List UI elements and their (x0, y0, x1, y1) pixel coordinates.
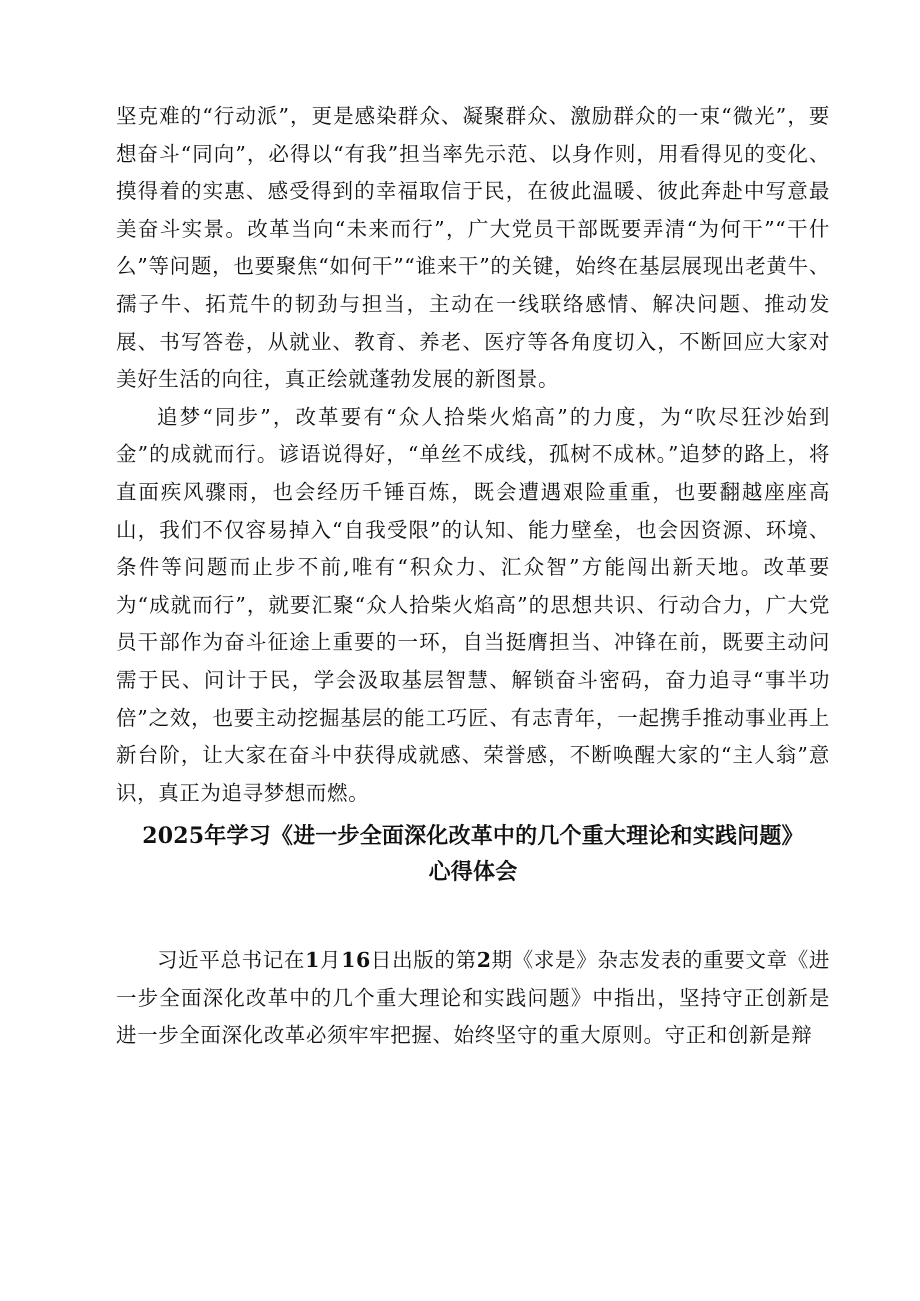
intro-day: 16 (341, 948, 371, 973)
paragraph-pursuit: 追梦“同步”，改革要有“众人拾柴火焰高”的力度，为“吹尽狂沙始到金”的成就而行。谚语说得好，“单丝不成线，孤树不成林。”追梦的路上，将直面疾风骤雨，也会经历千锤百炼，既会遭遇艰险重重，也要翻越座座高山，我们不仅容易掉入“自我受限”的认知、能力壁垒，也会因资源、环境、条件等问题而止步不前,唯有“积众力、汇众智”方能闯出新天地。改革要为“成就而行”，就要汇聚“众人拾柴火焰高”的思想共识、行动合力，广大党员干部作为奋斗征途上重要的一环，自当挺膺担当、冲锋在前，既要主动问需于民、问计于民，学会汲取基层智慧、解锁奋斗密码，奋力追寻“事半功倍”之效，也要主动挖掘基层的能工巧匠、有志青年，一起携手推动事业再上新台阶，让大家在奋斗中获得成就感、荣誉感，不断唤醒大家的“主人翁”意识，真正为追寻梦想而燃。 (116, 404, 830, 805)
paragraph-intro (116, 942, 830, 1055)
intro-text-3: 日出版的第 (370, 948, 477, 973)
intro-text-2: 月 (319, 948, 342, 973)
intro-issue: 2 (476, 948, 492, 973)
paragraph-continued: 坚克难的“行动派”，更是感染群众、凝聚群众、激励群众的一束“微光”，要想奋斗“同向”，必得以“有我”担当率先示范、以身作则，用看得见的变化、摸得着的实惠、感受得到的幸福取信于民，在彼此温暖、彼此奔赴中写意最美奋斗实景。改革当向“未来而行”，广大党员干部既要弄清“为何干”“干什么”等问题，也要聚焦“如何干”“谁来干”的关键，始终在基层展现出老黄牛、孺子牛、拓荒牛的韧劲与担当，主动在一线联络感情、解决问题、推动发展、书写答卷，从就业、教育、养老、医疗等各角度切入，不断回应大家对美好生活的向往，真正绘就蓬勃发展的新图景。 (116, 104, 830, 392)
article-title-line-1: 2025年学习《进一步全面深化改革中的几个重大理论和实践问题》 (142, 823, 804, 850)
document-page (116, 98, 830, 1055)
intro-text-4: 期《求是》杂志发表的重要文章《进一步全面深化改革中的几个重大理论和实践问题》中指出，坚持守正创新是进一步全面深化改革必须牢牢把握、始终坚守的重大原则。守正和创新是辩 (116, 948, 830, 1048)
article-title-line-2: 心得体会 (428, 859, 518, 886)
article-title (116, 818, 830, 890)
title-spacer (116, 890, 830, 942)
intro-text-1: 习近平总书记在 (157, 948, 306, 973)
intro-month: 1 (305, 948, 320, 973)
